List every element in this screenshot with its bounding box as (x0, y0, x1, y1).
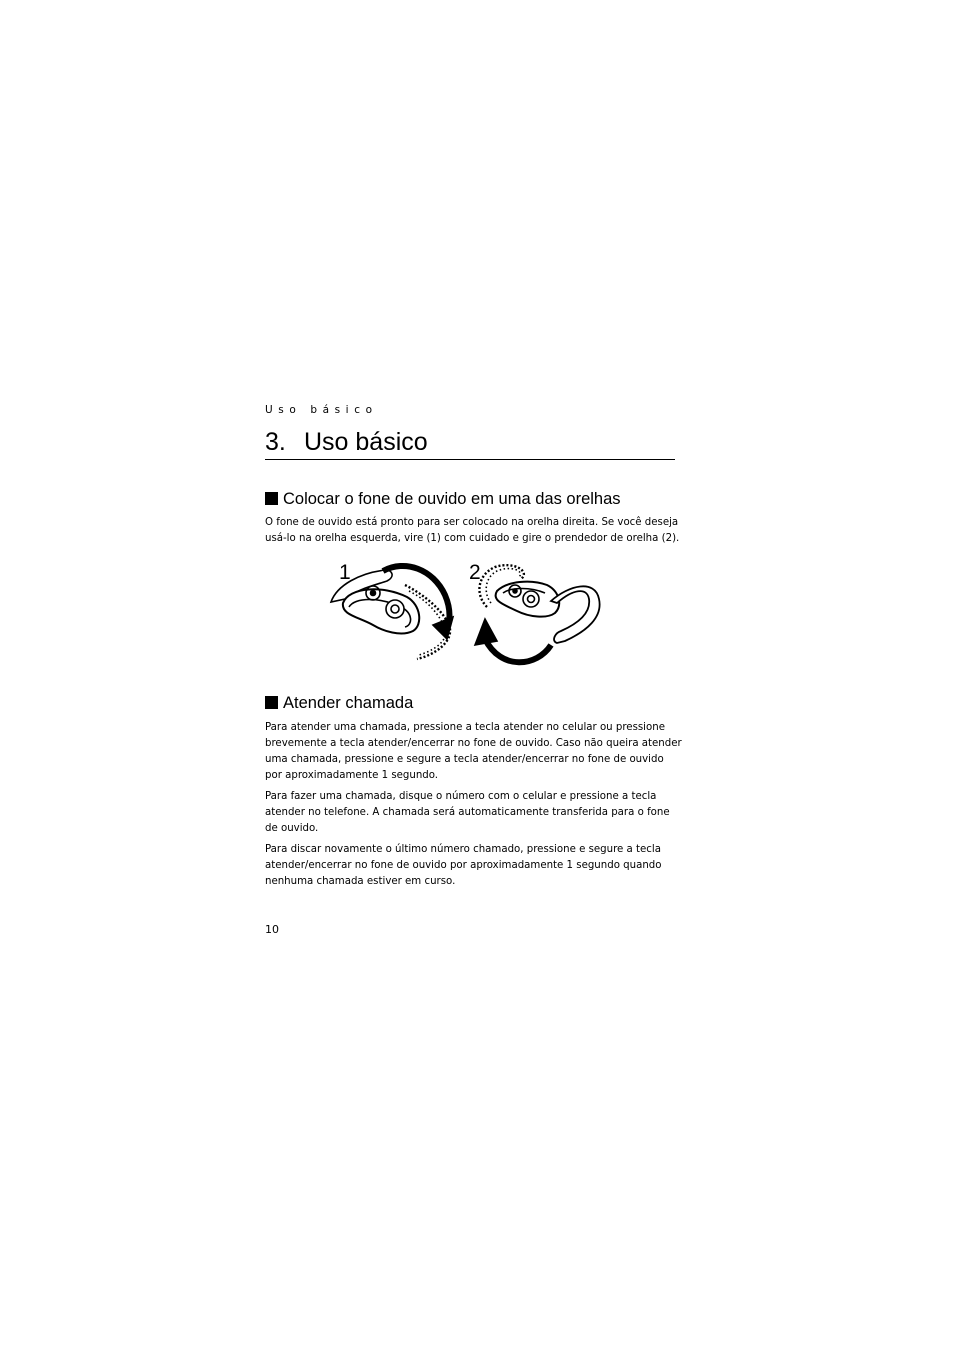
running-head: Uso básico (265, 404, 378, 416)
figure-label-2: 2 (469, 561, 481, 584)
section-heading-atender (265, 692, 413, 714)
paragraph-atender-2 (265, 789, 670, 837)
text-line: Para atender uma chamada, pressione a tecla atender no celular ou pressione (265, 722, 665, 733)
text-line: nenhuma chamada estiver em curso. (265, 876, 456, 887)
section-title: Atender chamada (283, 694, 414, 712)
text-line: usá-lo na orelha esquerda, vire (1) com cuidado e gire o prendedor de orelha (2). (265, 533, 680, 544)
paragraph-atender-3 (265, 842, 670, 890)
text-line: por aproximadamente 1 segundo. (265, 770, 439, 781)
text-line: Para discar novamente o último número chamado, pressione e segure a tecla (265, 844, 661, 855)
text-line: de ouvido. (265, 823, 319, 834)
chapter-title: Uso básico (304, 428, 428, 456)
text-line: atender/encerrar no fone de ouvido por aproximadamente 1 segundo quando (265, 860, 662, 871)
text-line: O fone de ouvido está pronto para ser colocado na orelha direita. Se você deseja (265, 517, 679, 528)
text-line: uma chamada, pressione e segure a tecla atender/encerrar no fone de ouvido (265, 754, 664, 765)
text-line: Para fazer uma chamada, disque o número com o celular e pressione a tecla (265, 791, 657, 802)
text-line: atender no telefone. A chamada será automaticamente transferida para o fone (265, 807, 670, 818)
headset-2-icon (475, 565, 600, 662)
text-line: brevemente a tecla atender/encerrar no fone de ouvido. Caso não queira atender (265, 738, 682, 749)
headset-rotation-illustration (325, 555, 610, 673)
square-bullet-icon (265, 492, 278, 505)
section-heading-colocar (265, 488, 621, 510)
paragraph-atender-1 (265, 720, 682, 784)
section-title: Colocar o fone de ouvido em uma das orelhas (283, 490, 621, 508)
chapter-heading (265, 425, 675, 460)
chapter-number: 3. (265, 428, 286, 456)
square-bullet-icon (265, 696, 278, 709)
figure-label-1: 1 (339, 561, 351, 584)
page-number: 10 (265, 923, 279, 936)
paragraph-colocar (265, 515, 680, 547)
